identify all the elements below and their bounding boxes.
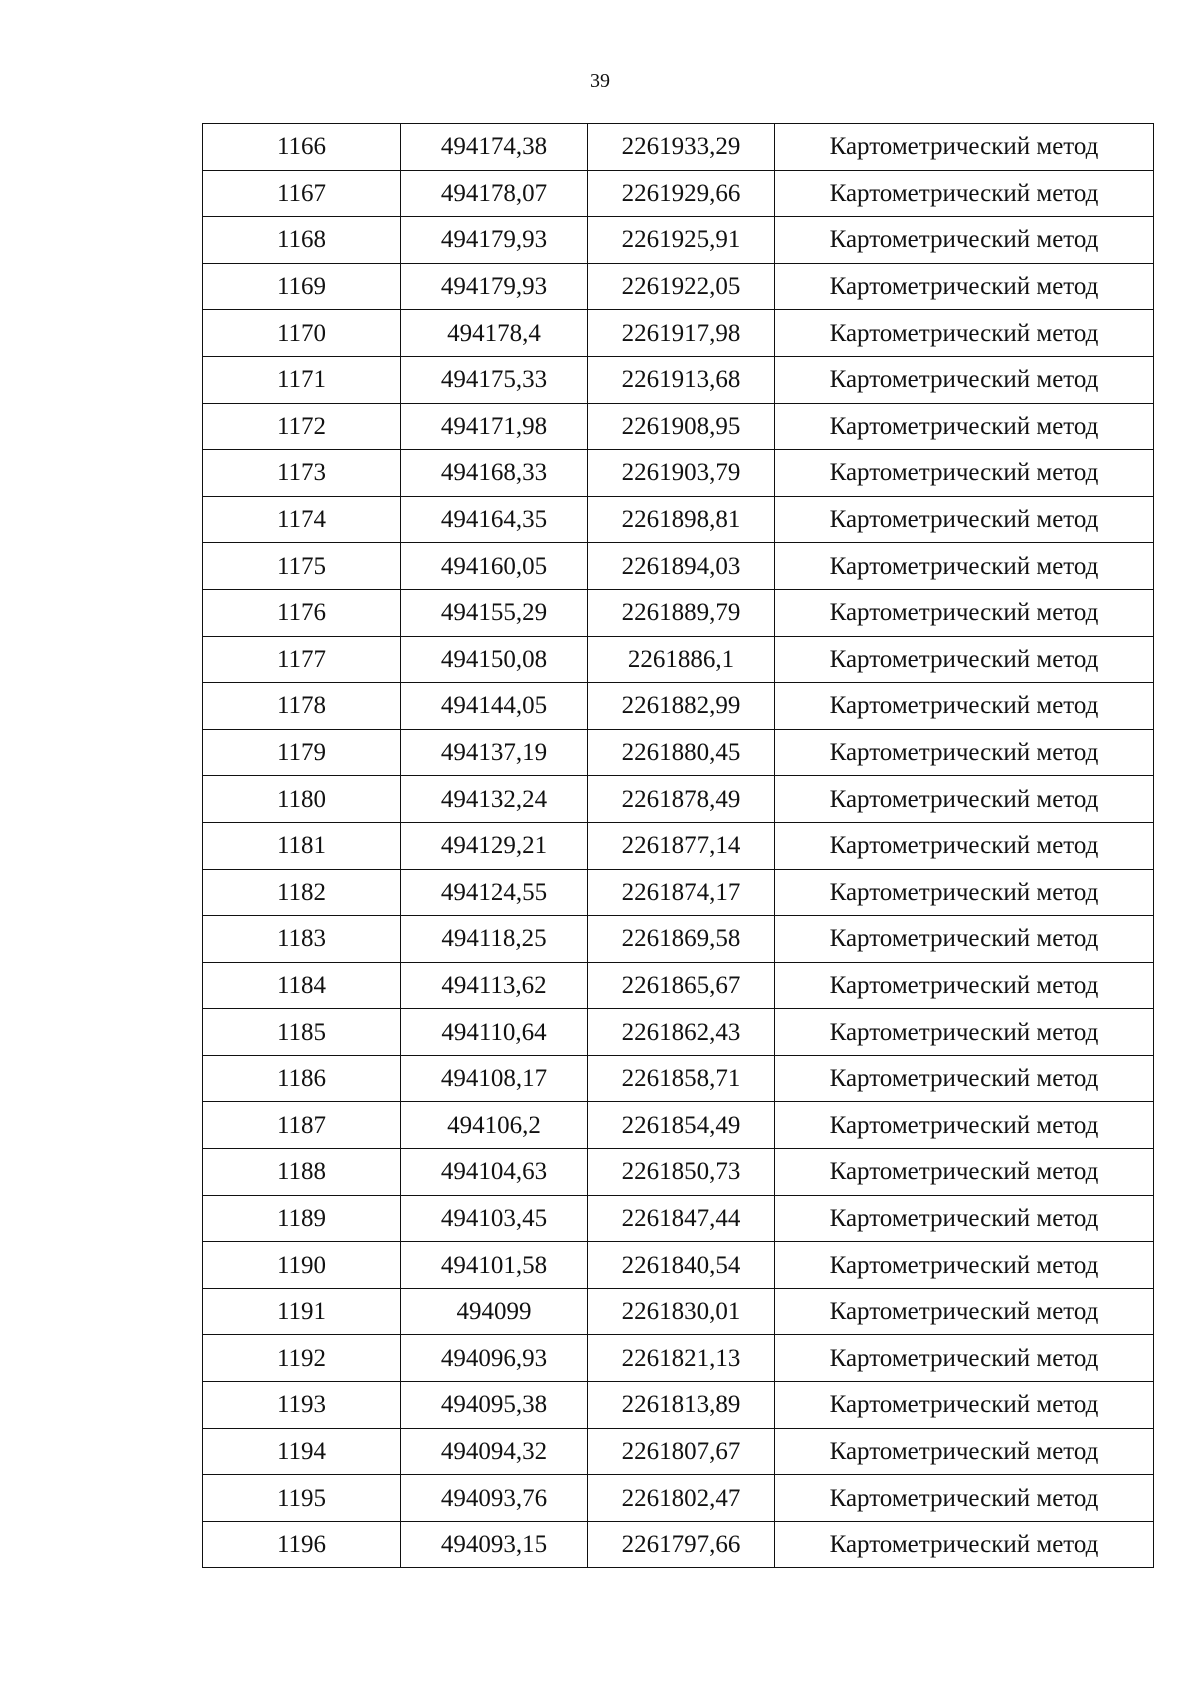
point-number-cell: 1190 [203, 1242, 401, 1289]
method-cell: Картометрический метод [775, 450, 1154, 497]
point-number-cell: 1185 [203, 1009, 401, 1056]
x-coordinate-cell: 494129,21 [401, 822, 588, 869]
x-coordinate-cell: 494096,93 [401, 1335, 588, 1382]
x-coordinate-cell: 494106,2 [401, 1102, 588, 1149]
table-row [203, 1102, 1154, 1149]
method-cell: Картометрический метод [775, 403, 1154, 450]
y-coordinate-cell: 2261840,54 [588, 1242, 775, 1289]
method-cell: Картометрический метод [775, 543, 1154, 590]
method-cell: Картометрический метод [775, 1009, 1154, 1056]
x-coordinate-cell: 494178,07 [401, 170, 588, 217]
y-coordinate-cell: 2261830,01 [588, 1288, 775, 1335]
point-number-cell: 1193 [203, 1382, 401, 1429]
x-coordinate-cell: 494174,38 [401, 124, 588, 171]
y-coordinate-cell: 2261802,47 [588, 1475, 775, 1522]
point-number-cell: 1177 [203, 636, 401, 683]
table-row [203, 683, 1154, 730]
table-row [203, 729, 1154, 776]
coordinates-table [202, 123, 1154, 1568]
table-row [203, 1521, 1154, 1568]
y-coordinate-cell: 2261908,95 [588, 403, 775, 450]
method-cell: Картометрический метод [775, 776, 1154, 823]
y-coordinate-cell: 2261850,73 [588, 1149, 775, 1196]
table-row [203, 263, 1154, 310]
table-row [203, 589, 1154, 636]
point-number-cell: 1183 [203, 916, 401, 963]
method-cell: Картометрический метод [775, 729, 1154, 776]
x-coordinate-cell: 494168,33 [401, 450, 588, 497]
point-number-cell: 1170 [203, 310, 401, 357]
point-number-cell: 1180 [203, 776, 401, 823]
x-coordinate-cell: 494150,08 [401, 636, 588, 683]
point-number-cell: 1169 [203, 263, 401, 310]
y-coordinate-cell: 2261813,89 [588, 1382, 775, 1429]
method-cell: Картометрический метод [775, 496, 1154, 543]
point-number-cell: 1186 [203, 1055, 401, 1102]
y-coordinate-cell: 2261917,98 [588, 310, 775, 357]
table-row [203, 1009, 1154, 1056]
x-coordinate-cell: 494103,45 [401, 1195, 588, 1242]
y-coordinate-cell: 2261858,71 [588, 1055, 775, 1102]
table-row [203, 1149, 1154, 1196]
x-coordinate-cell: 494155,29 [401, 589, 588, 636]
method-cell: Картометрический метод [775, 1382, 1154, 1429]
point-number-cell: 1192 [203, 1335, 401, 1382]
coordinates-table-body [203, 124, 1154, 1568]
table-row [203, 310, 1154, 357]
y-coordinate-cell: 2261913,68 [588, 356, 775, 403]
point-number-cell: 1167 [203, 170, 401, 217]
table-row [203, 1382, 1154, 1429]
y-coordinate-cell: 2261865,67 [588, 962, 775, 1009]
y-coordinate-cell: 2261874,17 [588, 869, 775, 916]
x-coordinate-cell: 494093,15 [401, 1521, 588, 1568]
method-cell: Картометрический метод [775, 1195, 1154, 1242]
table-row [203, 1242, 1154, 1289]
x-coordinate-cell: 494104,63 [401, 1149, 588, 1196]
y-coordinate-cell: 2261933,29 [588, 124, 775, 171]
table-row [203, 1055, 1154, 1102]
y-coordinate-cell: 2261862,43 [588, 1009, 775, 1056]
table-row [203, 124, 1154, 171]
point-number-cell: 1172 [203, 403, 401, 450]
y-coordinate-cell: 2261797,66 [588, 1521, 775, 1568]
method-cell: Картометрический метод [775, 170, 1154, 217]
method-cell: Картометрический метод [775, 869, 1154, 916]
method-cell: Картометрический метод [775, 1428, 1154, 1475]
table-row [203, 822, 1154, 869]
table-row [203, 356, 1154, 403]
page-number: 39 [590, 70, 610, 92]
x-coordinate-cell: 494101,58 [401, 1242, 588, 1289]
y-coordinate-cell: 2261854,49 [588, 1102, 775, 1149]
point-number-cell: 1166 [203, 124, 401, 171]
table-row [203, 776, 1154, 823]
y-coordinate-cell: 2261886,1 [588, 636, 775, 683]
method-cell: Картометрический метод [775, 636, 1154, 683]
x-coordinate-cell: 494110,64 [401, 1009, 588, 1056]
table-row [203, 962, 1154, 1009]
table-row [203, 217, 1154, 264]
x-coordinate-cell: 494179,93 [401, 263, 588, 310]
table-row [203, 1428, 1154, 1475]
point-number-cell: 1171 [203, 356, 401, 403]
x-coordinate-cell: 494179,93 [401, 217, 588, 264]
point-number-cell: 1195 [203, 1475, 401, 1522]
point-number-cell: 1187 [203, 1102, 401, 1149]
method-cell: Картометрический метод [775, 1288, 1154, 1335]
y-coordinate-cell: 2261922,05 [588, 263, 775, 310]
table-row [203, 1195, 1154, 1242]
x-coordinate-cell: 494118,25 [401, 916, 588, 963]
y-coordinate-cell: 2261807,67 [588, 1428, 775, 1475]
method-cell: Картометрический метод [775, 217, 1154, 264]
point-number-cell: 1188 [203, 1149, 401, 1196]
method-cell: Картометрический метод [775, 962, 1154, 1009]
x-coordinate-cell: 494164,35 [401, 496, 588, 543]
y-coordinate-cell: 2261878,49 [588, 776, 775, 823]
x-coordinate-cell: 494095,38 [401, 1382, 588, 1429]
point-number-cell: 1189 [203, 1195, 401, 1242]
y-coordinate-cell: 2261894,03 [588, 543, 775, 590]
point-number-cell: 1173 [203, 450, 401, 497]
table-row [203, 1288, 1154, 1335]
y-coordinate-cell: 2261903,79 [588, 450, 775, 497]
method-cell: Картометрический метод [775, 124, 1154, 171]
x-coordinate-cell: 494175,33 [401, 356, 588, 403]
x-coordinate-cell: 494108,17 [401, 1055, 588, 1102]
method-cell: Картометрический метод [775, 589, 1154, 636]
method-cell: Картометрический метод [775, 916, 1154, 963]
method-cell: Картометрический метод [775, 1475, 1154, 1522]
x-coordinate-cell: 494093,76 [401, 1475, 588, 1522]
x-coordinate-cell: 494171,98 [401, 403, 588, 450]
x-coordinate-cell: 494137,19 [401, 729, 588, 776]
y-coordinate-cell: 2261877,14 [588, 822, 775, 869]
point-number-cell: 1194 [203, 1428, 401, 1475]
y-coordinate-cell: 2261869,58 [588, 916, 775, 963]
x-coordinate-cell: 494144,05 [401, 683, 588, 730]
method-cell: Картометрический метод [775, 1521, 1154, 1568]
y-coordinate-cell: 2261847,44 [588, 1195, 775, 1242]
method-cell: Картометрический метод [775, 1242, 1154, 1289]
table-row [203, 636, 1154, 683]
method-cell: Картометрический метод [775, 1149, 1154, 1196]
point-number-cell: 1184 [203, 962, 401, 1009]
point-number-cell: 1182 [203, 869, 401, 916]
point-number-cell: 1181 [203, 822, 401, 869]
x-coordinate-cell: 494124,55 [401, 869, 588, 916]
y-coordinate-cell: 2261925,91 [588, 217, 775, 264]
point-number-cell: 1174 [203, 496, 401, 543]
x-coordinate-cell: 494113,62 [401, 962, 588, 1009]
method-cell: Картометрический метод [775, 1102, 1154, 1149]
point-number-cell: 1175 [203, 543, 401, 590]
method-cell: Картометрический метод [775, 822, 1154, 869]
point-number-cell: 1191 [203, 1288, 401, 1335]
point-number-cell: 1178 [203, 683, 401, 730]
method-cell: Картометрический метод [775, 1055, 1154, 1102]
x-coordinate-cell: 494178,4 [401, 310, 588, 357]
y-coordinate-cell: 2261821,13 [588, 1335, 775, 1382]
table-row [203, 916, 1154, 963]
x-coordinate-cell: 494099 [401, 1288, 588, 1335]
table-row [203, 496, 1154, 543]
method-cell: Картометрический метод [775, 356, 1154, 403]
method-cell: Картометрический метод [775, 1335, 1154, 1382]
method-cell: Картометрический метод [775, 263, 1154, 310]
x-coordinate-cell: 494160,05 [401, 543, 588, 590]
method-cell: Картометрический метод [775, 310, 1154, 357]
y-coordinate-cell: 2261889,79 [588, 589, 775, 636]
y-coordinate-cell: 2261898,81 [588, 496, 775, 543]
x-coordinate-cell: 494094,32 [401, 1428, 588, 1475]
table-row [203, 543, 1154, 590]
point-number-cell: 1179 [203, 729, 401, 776]
point-number-cell: 1176 [203, 589, 401, 636]
x-coordinate-cell: 494132,24 [401, 776, 588, 823]
point-number-cell: 1168 [203, 217, 401, 264]
y-coordinate-cell: 2261929,66 [588, 170, 775, 217]
y-coordinate-cell: 2261882,99 [588, 683, 775, 730]
point-number-cell: 1196 [203, 1521, 401, 1568]
table-row [203, 869, 1154, 916]
table-row [203, 403, 1154, 450]
table-row [203, 170, 1154, 217]
table-row [203, 1475, 1154, 1522]
table-row [203, 450, 1154, 497]
y-coordinate-cell: 2261880,45 [588, 729, 775, 776]
method-cell: Картометрический метод [775, 683, 1154, 730]
table-row [203, 1335, 1154, 1382]
